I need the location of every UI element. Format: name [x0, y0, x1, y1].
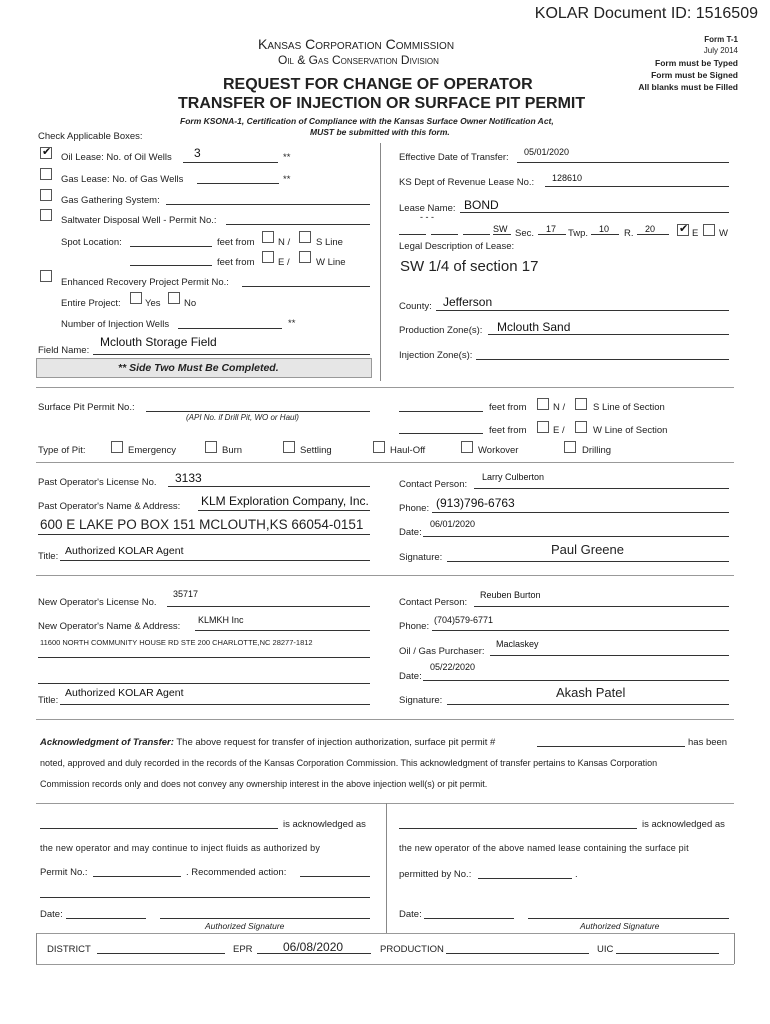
ack-line-3: Commission records only and does not convey any ownership interest in the above injection well(s) or pit permit. — [40, 779, 488, 789]
pit-n-label: N / — [553, 402, 566, 413]
legal-q2-line[interactable] — [431, 234, 458, 235]
pit-permit-label: Surface Pit Permit No.: — [38, 402, 135, 413]
pit-ew-feet-line[interactable] — [399, 433, 483, 434]
ack-left-extra-line[interactable] — [40, 897, 370, 898]
ack-line-2: noted, approved and duly recorded in the records of the Kansas Corporation Commission. This acknowledgment of transfer pertains to Kansas Corporation — [40, 758, 658, 768]
new-date-label: Date: — [399, 671, 422, 682]
new-name-label: New Operator's Name & Address: — [38, 621, 181, 632]
section-divider-ack-split — [36, 803, 734, 804]
past-title-line — [60, 560, 370, 561]
oil-lease-checkbox[interactable] — [40, 147, 52, 159]
lease-name-value[interactable]: BOND — [464, 198, 499, 212]
footer-epr-label: EPR — [233, 944, 253, 955]
new-title-label: Title: — [38, 695, 59, 706]
range-label: R. — [624, 228, 634, 239]
gas-gathering-checkbox[interactable] — [40, 189, 52, 201]
oil-lease-label: Oil Lease: No. of Oil Wells — [61, 152, 172, 163]
footer-left-border — [36, 933, 37, 964]
pit-type-emergency-checkbox[interactable] — [111, 441, 123, 453]
county-value[interactable]: Jefferson — [443, 295, 493, 309]
entire-project-yes-checkbox[interactable] — [130, 292, 142, 304]
sec-line — [538, 234, 566, 235]
gas-lease-label: Gas Lease: No. of Gas Wells — [61, 174, 184, 185]
ack-has-been: has been — [688, 737, 728, 748]
pit-api-note: (API No. if Drill Pit, WO or Haul) — [186, 413, 299, 422]
section-divider-new — [36, 575, 734, 576]
new-address-line — [38, 657, 370, 658]
pit-type-burn-label: Burn — [222, 445, 243, 456]
ack-left-date-line[interactable] — [66, 918, 146, 919]
new-signature-value[interactable]: Akash Patel — [556, 685, 626, 700]
footer-right-border — [734, 933, 735, 964]
new-signature-line — [447, 704, 729, 705]
agency-name: Kansas Corporation Commission — [258, 36, 455, 52]
ack-right-authorized-signature: Authorized Signature — [580, 921, 660, 931]
ack-left-text: the new operator and may continue to inject fluids as authorized by — [40, 843, 321, 853]
title-line-2: TRANSFER OF INJECTION OR SURFACE PIT PERMIT — [178, 95, 586, 112]
ack-right-text: the new operator of the above named lease containing the surface pit — [399, 843, 689, 853]
lease-name-label: Lease Name: — [399, 203, 456, 214]
pit-n-checkbox[interactable] — [537, 398, 549, 410]
past-name-line — [198, 510, 370, 511]
injection-wells-line[interactable] — [178, 328, 282, 329]
pit-w-label: W Line of Section — [593, 425, 668, 436]
ack-column-divider — [386, 803, 387, 933]
swd-permit-line[interactable] — [226, 224, 370, 225]
check-applicable-label: Check Applicable Boxes: — [38, 131, 143, 142]
entire-project-no-label: No — [184, 298, 197, 309]
new-date-line — [423, 680, 729, 681]
enhanced-recovery-checkbox[interactable] — [40, 270, 52, 282]
past-contact-value[interactable]: Larry Culberton — [482, 472, 545, 482]
range-e-checkbox[interactable] — [677, 224, 689, 236]
pit-type-drilling-label: Drilling — [582, 445, 612, 456]
column-divider — [380, 143, 381, 381]
oil-wells-stars: ** — [283, 152, 291, 163]
gas-lease-checkbox[interactable] — [40, 168, 52, 180]
new-license-value[interactable]: 35717 — [173, 589, 199, 599]
form-number: Form T-1 — [704, 35, 738, 44]
new-license-line — [167, 606, 370, 607]
new-phone-line — [432, 630, 729, 631]
spot-ns-feet-line[interactable] — [130, 246, 212, 247]
effective-date-line — [517, 162, 729, 163]
past-contact-line — [474, 488, 729, 489]
form-date: July 2014 — [703, 46, 738, 55]
spot-ew-feet-line[interactable] — [130, 265, 212, 266]
ack-left-date-label: Date: — [40, 909, 63, 920]
new-purchaser-value[interactable]: Maclaskey — [496, 639, 539, 649]
past-contact-label: Contact Person: — [399, 479, 468, 490]
subtitle-line-1: Form KSONA-1, Certification of Compliance with the Kansas Surface Owner Notification Act, — [180, 116, 554, 126]
effective-date-label: Effective Date of Transfer: — [399, 152, 509, 163]
injection-wells-stars: ** — [288, 318, 296, 329]
effective-date-value[interactable]: 05/01/2020 — [524, 147, 570, 157]
entire-project-label: Entire Project: — [61, 298, 121, 309]
ack-left-signature-line[interactable] — [160, 918, 370, 919]
production-zone-value[interactable]: Mclouth Sand — [497, 320, 571, 334]
ack-left-operator-line[interactable] — [40, 828, 278, 829]
pit-type-settling-checkbox[interactable] — [283, 441, 295, 453]
past-date-value[interactable]: 06/01/2020 — [430, 519, 476, 529]
ack-right-permitted-line[interactable] — [478, 878, 572, 879]
footer-top-border — [36, 933, 734, 934]
section-divider-pit — [36, 387, 734, 388]
new-name-line — [195, 630, 370, 631]
footer-district-label: DISTRICT — [47, 944, 91, 955]
pit-permit-line[interactable] — [146, 411, 370, 412]
legal-description-value[interactable]: SW 1/4 of section 17 — [400, 258, 539, 275]
field-name-line — [93, 354, 370, 355]
spot-n-checkbox[interactable] — [262, 231, 274, 243]
twp-label: Twp. — [568, 228, 589, 239]
pit-type-workover-checkbox[interactable] — [461, 441, 473, 453]
ack-left-permit-line[interactable] — [93, 876, 181, 877]
ack-right-acknowledged: is acknowledged as — [642, 819, 725, 830]
range-line — [637, 234, 669, 235]
new-contact-label: Contact Person: — [399, 597, 468, 608]
entire-project-no-checkbox[interactable] — [168, 292, 180, 304]
enhanced-recovery-label: Enhanced Recovery Project Permit No.: — [61, 277, 229, 288]
section-divider-ack — [36, 719, 734, 720]
spot-n-label: N / — [278, 237, 291, 248]
past-signature-value[interactable]: Paul Greene — [551, 542, 624, 557]
ack-left-recommended-line[interactable] — [300, 876, 370, 877]
ack-right-date-label: Date: — [399, 909, 422, 920]
legal-q3-line[interactable] — [463, 234, 490, 235]
footer-bottom-border — [36, 964, 734, 965]
new-date-value[interactable]: 05/22/2020 — [430, 662, 476, 672]
spot-s-checkbox[interactable] — [299, 231, 311, 243]
ack-line-1-text: The above request for transfer of injection authorization, surface pit permit # — [176, 737, 496, 748]
ack-right-date-line[interactable] — [424, 918, 514, 919]
production-zone-line — [488, 334, 729, 335]
pit-s-label: S Line of Section — [593, 402, 665, 413]
document-id: KOLAR Document ID: 1516509 — [534, 5, 758, 22]
entire-project-yes-label: Yes — [145, 298, 161, 309]
pit-type-emergency-label: Emergency — [128, 445, 177, 456]
ack-right-period: . — [575, 869, 578, 880]
past-name-value[interactable]: KLM Exploration Company, Inc. — [201, 494, 369, 508]
spot-location-label: Spot Location: — [61, 237, 122, 248]
oil-wells-value[interactable]: 3 — [194, 146, 201, 160]
past-name-label: Past Operator's Name & Address: — [38, 501, 181, 512]
pit-type-workover-label: Workover — [478, 445, 519, 456]
new-signature-label: Signature: — [399, 695, 443, 706]
past-phone-line — [432, 512, 729, 513]
new-purchaser-line — [490, 655, 729, 656]
sec-value[interactable]: 17 — [546, 224, 557, 234]
range-e-label: E — [692, 228, 699, 239]
new-address-line-2[interactable] — [38, 683, 370, 684]
new-title-line — [60, 704, 370, 705]
ack-paragraph-line-1 — [40, 737, 495, 748]
pit-ns-feet-line[interactable] — [399, 411, 483, 412]
gas-gathering-line[interactable] — [166, 204, 370, 205]
footer-district-line[interactable] — [97, 953, 225, 954]
legal-description-label: Legal Description of Lease: — [399, 241, 515, 252]
new-purchaser-label: Oil / Gas Purchaser: — [399, 646, 485, 657]
twp-line — [591, 234, 619, 235]
footer-epr-value[interactable]: 06/08/2020 — [283, 940, 344, 954]
past-address-value[interactable]: 600 E LAKE PO BOX 151 MCLOUTH,KS 66054-0151 — [40, 517, 364, 532]
past-title-label: Title: — [38, 551, 59, 562]
form-note-typed: Form must be Typed — [655, 58, 738, 68]
twp-value[interactable]: 10 — [599, 224, 610, 234]
spot-ns-feet-from: feet from — [217, 237, 255, 248]
ks-lease-line — [545, 186, 729, 187]
form-note-filled: All blanks must be Filled — [638, 82, 738, 92]
swd-checkbox[interactable] — [40, 209, 52, 221]
past-license-label: Past Operator's License No. — [38, 477, 157, 488]
division-name: Oil & Gas Conservation Division — [278, 53, 439, 67]
gas-gathering-label: Gas Gathering System: — [61, 195, 160, 206]
footer-uic-line[interactable] — [616, 953, 719, 954]
new-phone-value[interactable]: (704)579-6771 — [434, 615, 494, 625]
pit-type-burn-checkbox[interactable] — [205, 441, 217, 453]
legal-dashes: - - - — [420, 212, 434, 222]
ack-right-permitted-label: permitted by No.: — [399, 869, 472, 880]
ack-left-acknowledged: is acknowledged as — [283, 819, 366, 830]
pit-w-checkbox[interactable] — [575, 421, 587, 433]
footer-uic-label: UIC — [597, 944, 614, 955]
pit-type-label: Type of Pit: — [38, 445, 86, 456]
ack-heading: Acknowledgment of Transfer: — [40, 737, 174, 748]
new-name-value[interactable]: KLMKH Inc — [198, 615, 244, 625]
past-address-line — [38, 534, 370, 535]
oil-wells-line — [183, 162, 278, 163]
legal-q4-line — [493, 234, 511, 235]
legal-q4-value[interactable]: SW — [493, 224, 508, 234]
past-title-value[interactable]: Authorized KOLAR Agent — [65, 545, 184, 557]
new-contact-line — [474, 606, 729, 607]
spot-s-label: S Line — [316, 237, 343, 248]
ks-lease-value[interactable]: 128610 — [552, 173, 583, 183]
ack-left-permit-label: Permit No.: — [40, 867, 88, 878]
past-signature-label: Signature: — [399, 552, 443, 563]
injection-zone-line[interactable] — [476, 359, 729, 360]
side-two-note: ** Side Two Must Be Completed. — [118, 362, 279, 374]
gas-wells-stars: ** — [283, 174, 291, 185]
footer-production-label: PRODUCTION — [380, 944, 444, 955]
new-title-value[interactable]: Authorized KOLAR Agent — [65, 687, 184, 699]
gas-wells-line[interactable] — [197, 183, 279, 184]
range-value[interactable]: 20 — [645, 224, 656, 234]
ack-permit-number-line[interactable] — [537, 746, 685, 747]
county-line — [436, 310, 729, 311]
production-zone-label: Production Zone(s): — [399, 325, 483, 336]
past-date-line — [423, 536, 729, 537]
subtitle-line-2: MUST be submitted with this form. — [310, 127, 450, 137]
spot-w-checkbox[interactable] — [299, 251, 311, 263]
new-phone-label: Phone: — [399, 621, 430, 632]
new-address-value[interactable]: 11600 NORTH COMMUNITY HOUSE RD STE 200 CHARLOTTE,NC 28277-1812 — [40, 638, 313, 647]
spot-w-label: W Line — [316, 257, 346, 268]
field-name-label: Field Name: — [38, 345, 90, 356]
pit-e-label: E / — [553, 425, 565, 436]
county-label: County: — [399, 301, 432, 312]
past-date-label: Date: — [399, 527, 422, 538]
ack-right-signature-line[interactable] — [528, 918, 729, 919]
ks-lease-label: KS Dept of Revenue Lease No.: — [399, 177, 535, 188]
pit-type-settling-label: Settling — [300, 445, 332, 456]
pit-ns-feet-from: feet from — [489, 402, 527, 413]
title-line-1: REQUEST FOR CHANGE OF OPERATOR — [223, 76, 533, 93]
range-w-label: W — [719, 228, 728, 239]
ack-right-operator-line[interactable] — [399, 828, 637, 829]
footer-production-line[interactable] — [446, 953, 589, 954]
lease-name-line — [460, 212, 729, 213]
legal-q1-line[interactable] — [399, 234, 426, 235]
injection-zone-label: Injection Zone(s): — [399, 350, 473, 361]
ack-left-authorized-signature: Authorized Signature — [205, 921, 285, 931]
pit-type-hauloff-label: Haul-Off — [390, 445, 426, 456]
pit-e-checkbox[interactable] — [537, 421, 549, 433]
section-divider-past — [36, 462, 734, 463]
spot-e-label: E / — [278, 257, 290, 268]
new-license-label: New Operator's License No. — [38, 597, 157, 608]
past-license-value[interactable]: 3133 — [175, 471, 202, 485]
swd-label: Saltwater Disposal Well - Permit No.: — [61, 215, 217, 226]
spot-e-checkbox[interactable] — [262, 251, 274, 263]
pit-ew-feet-from: feet from — [489, 425, 527, 436]
injection-wells-label: Number of Injection Wells — [61, 319, 170, 330]
range-w-checkbox[interactable] — [703, 224, 715, 236]
new-contact-value[interactable]: Reuben Burton — [480, 590, 541, 600]
enhanced-permit-line[interactable] — [242, 286, 370, 287]
sec-label: Sec. — [515, 228, 535, 239]
field-name-value[interactable]: Mclouth Storage Field — [100, 335, 217, 349]
pit-type-hauloff-checkbox[interactable] — [373, 441, 385, 453]
spot-ew-feet-from: feet from — [217, 257, 255, 268]
past-phone-value[interactable]: (913)796-6763 — [436, 496, 515, 510]
pit-s-checkbox[interactable] — [575, 398, 587, 410]
pit-type-drilling-checkbox[interactable] — [564, 441, 576, 453]
past-phone-label: Phone: — [399, 503, 430, 514]
ack-left-recommended-label: . Recommended action: — [186, 867, 287, 878]
form-note-signed: Form must be Signed — [651, 70, 738, 80]
past-license-line — [168, 486, 370, 487]
past-signature-line — [447, 561, 729, 562]
